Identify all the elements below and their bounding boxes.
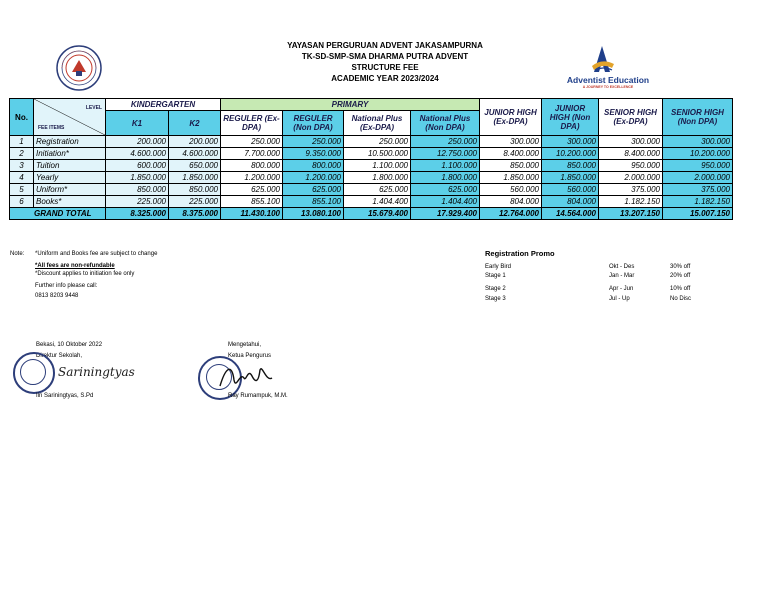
academic-year: ACADEMIC YEAR 2023/2024 <box>331 74 439 83</box>
promo-discount: 10% off <box>670 286 691 292</box>
principal-name: Iin Sariningtyas, S.Pd <box>36 393 94 399</box>
level-label: LEVEL <box>85 105 102 111</box>
fee-cell: 225.000 <box>106 196 169 208</box>
adventist-education-tagline: A JOURNEY TO EXCELLENCE <box>582 85 634 89</box>
fee-item-label: Uniform* <box>34 184 106 196</box>
col-junior-high-non: JUNIOR HIGH (Non DPA) <box>542 99 599 136</box>
fee-cell: 625.000 <box>221 184 283 196</box>
fee-cell: 10.200.000 <box>542 148 599 160</box>
adventist-education-name: Adventist Education <box>566 75 650 85</box>
promo-row <box>485 294 715 305</box>
grand-total-row <box>10 208 733 220</box>
grand-total-cell: 12.764.000 <box>480 208 542 220</box>
fee-cell: 12.750.000 <box>411 148 480 160</box>
table-row <box>10 196 733 208</box>
fee-cell: 10.200.000 <box>663 148 733 160</box>
fee-cell: 250.000 <box>221 136 283 148</box>
fee-cell: 1.100.000 <box>411 160 480 172</box>
fee-cell: 804.000 <box>480 196 542 208</box>
fee-cell: 1.800.000 <box>344 172 411 184</box>
fee-cell: 650.000 <box>169 160 221 172</box>
foundation-name: YAYASAN PERGURUAN ADVENT JAKASAMPURNA <box>287 41 483 50</box>
promo-period: Jul - Up <box>609 296 630 302</box>
row-number: 2 <box>10 148 34 160</box>
fee-cell: 8.400.000 <box>480 148 542 160</box>
fee-cell: 2.000.000 <box>599 172 663 184</box>
promo-row <box>485 271 715 282</box>
chairman-role: Ketua Pengurus <box>228 353 272 359</box>
promo-discount: 20% off <box>670 273 691 279</box>
grand-total-cell: 8.325.000 <box>106 208 169 220</box>
fee-item-label: Yearly <box>34 172 106 184</box>
grand-total-cell: 17.929.400 <box>411 208 480 220</box>
fee-cell: 250.000 <box>344 136 411 148</box>
col-k2: K2 <box>169 111 221 136</box>
col-national-plus-ex: National Plus (Ex-DPA) <box>344 111 411 136</box>
note-line: *Uniform and Books fee are subject to change <box>35 251 158 257</box>
level-fee-items-header <box>34 99 106 136</box>
school-stamp-inner <box>20 359 46 385</box>
promo-period: Okt - Des <box>609 264 635 270</box>
kindergarten-header: KINDERGARTEN <box>106 99 221 111</box>
promo-stage: Stage 1 <box>485 273 506 279</box>
promo-discount: 30% off <box>670 264 691 270</box>
place-date: Bekasi, 10 Oktober 2022 <box>36 342 103 348</box>
document-title: STRUCTURE FEE <box>351 63 419 72</box>
fee-cell: 625.000 <box>344 184 411 196</box>
fee-cell: 950.000 <box>663 160 733 172</box>
promo-stage: Early Bird <box>485 264 512 270</box>
fee-cell: 855.100 <box>221 196 283 208</box>
col-reguler-ex: REGULER (Ex-DPA) <box>221 111 283 136</box>
row-number: 1 <box>10 136 34 148</box>
fee-cell: 300.000 <box>480 136 542 148</box>
acknowledged-heading: Mengetahui, <box>228 342 262 348</box>
fee-cell: 8.400.000 <box>599 148 663 160</box>
fee-cell: 9.350.000 <box>283 148 344 160</box>
fee-cell: 804.000 <box>542 196 599 208</box>
note-label: Note: <box>10 251 25 257</box>
promo-stage: Stage 3 <box>485 296 506 302</box>
fee-cell: 1.850.000 <box>542 172 599 184</box>
grand-total-cell: 14.564.000 <box>542 208 599 220</box>
chairman-name: Ray Rumampuk, M.M. <box>228 393 288 399</box>
note-line: *All fees are non-refundable <box>35 263 115 269</box>
fee-cell: 375.000 <box>663 184 733 196</box>
fee-cell: 200.000 <box>169 136 221 148</box>
school-name: TK-SD-SMP-SMA DHARMA PUTRA ADVENT <box>301 52 469 61</box>
fee-cell: 225.000 <box>169 196 221 208</box>
note-line: Further info please call: <box>35 283 98 289</box>
table-row <box>10 184 733 196</box>
fee-cell: 850.000 <box>106 184 169 196</box>
fee-cell: 200.000 <box>106 136 169 148</box>
fee-cell: 1.100.000 <box>344 160 411 172</box>
fee-cell: 560.000 <box>480 184 542 196</box>
fee-cell: 560.000 <box>542 184 599 196</box>
fee-cell: 300.000 <box>599 136 663 148</box>
fee-cell: 1.850.000 <box>480 172 542 184</box>
fee-cell: 625.000 <box>283 184 344 196</box>
fee-cell: 375.000 <box>599 184 663 196</box>
promo-period: Jan - Mar <box>609 273 635 279</box>
fee-cell: 1.182.150 <box>663 196 733 208</box>
grand-total-cell: 13.207.150 <box>599 208 663 220</box>
col-national-plus-non: National Plus (Non DPA) <box>411 111 480 136</box>
fee-structure-table <box>9 98 733 220</box>
col-reguler-non: REGULER (Non DPA) <box>283 111 344 136</box>
fee-cell: 4.600.000 <box>169 148 221 160</box>
fee-cell: 1.404.400 <box>344 196 411 208</box>
fee-cell: 300.000 <box>663 136 733 148</box>
fee-cell: 850.000 <box>169 184 221 196</box>
fee-cell: 1.404.400 <box>411 196 480 208</box>
grand-total-cell: 15.007.150 <box>663 208 733 220</box>
promo-list <box>485 262 715 305</box>
grand-total-cell: 11.430.100 <box>221 208 283 220</box>
grand-total-cell: 15.679.400 <box>344 208 411 220</box>
table-row <box>10 172 733 184</box>
fee-cell: 1.800.000 <box>411 172 480 184</box>
table-row <box>10 136 733 148</box>
fee-cell: 300.000 <box>542 136 599 148</box>
no-header: No. <box>10 99 34 136</box>
note-line: *Discount applies to initiation fee only <box>35 271 135 277</box>
row-number: 5 <box>10 184 34 196</box>
fee-cell: 1.850.000 <box>169 172 221 184</box>
fee-item-label: Initiation* <box>34 148 106 160</box>
fee-item-label: Registration <box>34 136 106 148</box>
col-senior-high-ex: SENIOR HIGH (Ex-DPA) <box>599 99 663 136</box>
row-number: 4 <box>10 172 34 184</box>
school-logo <box>56 45 102 91</box>
document-header <box>200 40 570 84</box>
fee-cell: 850.000 <box>480 160 542 172</box>
fee-cell: 1.850.000 <box>106 172 169 184</box>
table-row <box>10 160 733 172</box>
grand-total-cell: 13.080.100 <box>283 208 344 220</box>
col-senior-high-non: SENIOR HIGH (Non DPA) <box>663 99 733 136</box>
primary-header: PRIMARY <box>221 99 480 111</box>
fee-cell: 625.000 <box>411 184 480 196</box>
fee-cell: 850.000 <box>542 160 599 172</box>
fee-item-label: Books* <box>34 196 106 208</box>
fee-cell: 4.600.000 <box>106 148 169 160</box>
principal-signature: Sariningtyas <box>58 365 135 379</box>
fee-cell: 800.000 <box>283 160 344 172</box>
row-number: 3 <box>10 160 34 172</box>
fee-cell: 1.200.000 <box>221 172 283 184</box>
chairman-signature <box>216 360 276 394</box>
fee-cell: 250.000 <box>283 136 344 148</box>
grand-total-label: GRAND TOTAL <box>10 208 106 220</box>
row-number: 6 <box>10 196 34 208</box>
fee-cell: 855.100 <box>283 196 344 208</box>
grand-total-cell: 8.375.000 <box>169 208 221 220</box>
fee-cell: 10.500.000 <box>344 148 411 160</box>
col-k1: K1 <box>106 111 169 136</box>
fee-item-label: Tuition <box>34 160 106 172</box>
fee-cell: 2.000.000 <box>663 172 733 184</box>
fee-cell: 1.182.150 <box>599 196 663 208</box>
fee-cell: 7.700.000 <box>221 148 283 160</box>
promo-stage: Stage 2 <box>485 286 506 292</box>
fee-cell: 800.000 <box>221 160 283 172</box>
promo-period: Apr - Jun <box>609 286 634 292</box>
principal-role: Direktur Sekolah, <box>36 353 83 359</box>
promo-discount: No Disc <box>670 296 692 302</box>
fee-cell: 600.000 <box>106 160 169 172</box>
col-junior-high-ex: JUNIOR HIGH (Ex-DPA) <box>480 99 542 136</box>
fee-cell: 950.000 <box>599 160 663 172</box>
fee-items-label: FEE ITEMS <box>38 125 65 131</box>
fee-cell: 1.200.000 <box>283 172 344 184</box>
promo-title: Registration Promo <box>485 249 555 258</box>
contact-phone: 0813 8203 9448 <box>35 293 79 299</box>
fee-cell: 250.000 <box>411 136 480 148</box>
table-row <box>10 148 733 160</box>
